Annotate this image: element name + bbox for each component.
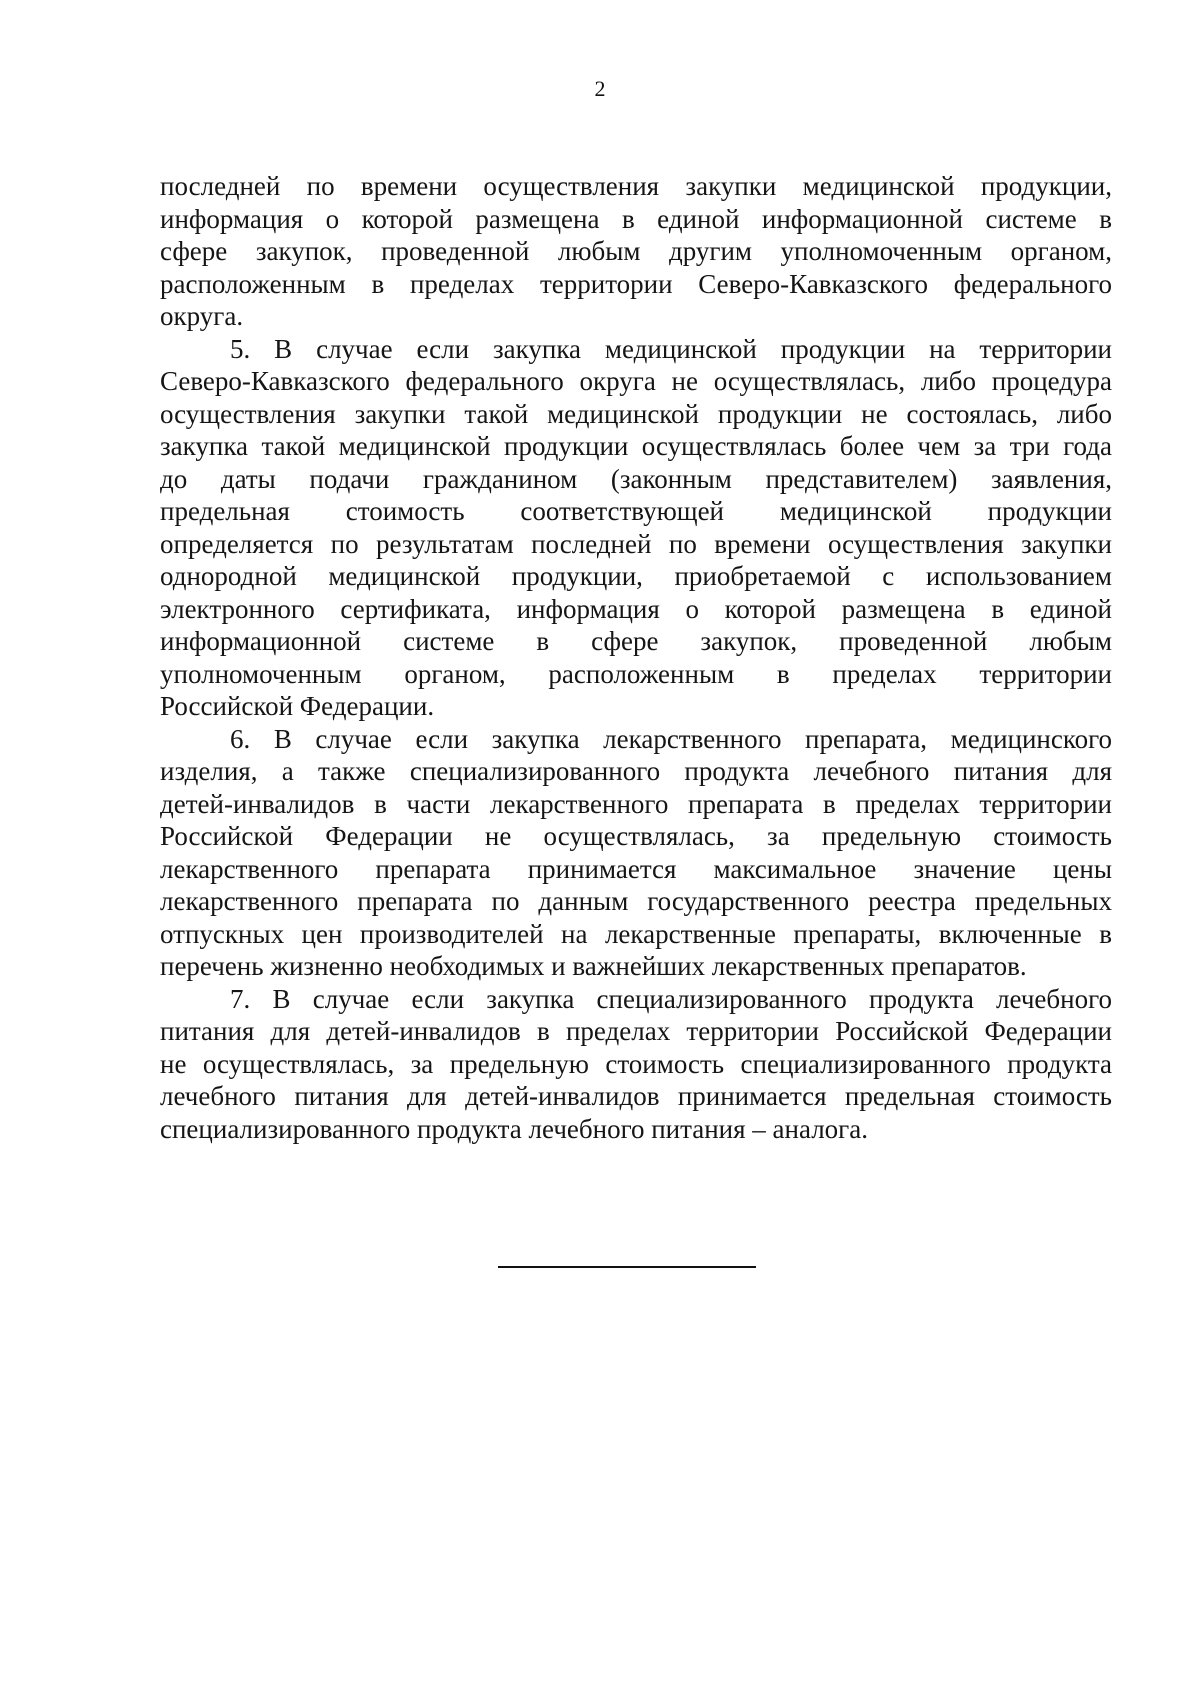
text-line: сфере закупок, проведенной любым другим уполномоченным органом, xyxy=(160,236,1112,266)
text-line: закупка такой медицинской продукции осуществлялась более чем за три года xyxy=(160,431,1112,461)
text-line: лечебного питания для детей-инвалидов принимается предельная стоимость xyxy=(160,1081,1112,1111)
text-line: 6. В случае если закупка лекарственного препарата, медицинского xyxy=(230,723,1112,754)
text-line: округа. xyxy=(160,301,244,331)
text-line: Северо-Кавказского федерального округа не осуществлялась, либо процедура xyxy=(160,366,1112,396)
text-line: до даты подачи гражданином (законным представителем) заявления, xyxy=(160,463,1112,494)
page-number: 2 xyxy=(594,76,606,101)
text-line: расположенным в пределах территории Северо-Кавказского федерального xyxy=(160,268,1112,299)
text-line: электронного сертификата, информация о которой размещена в единой xyxy=(160,593,1112,624)
text-line: 7. В случае если закупка специализированного продукта лечебного xyxy=(230,983,1112,1014)
text-line: изделия, а также специализированного продукта лечебного питания для xyxy=(160,756,1112,786)
document-body xyxy=(160,170,1112,1145)
text-line: Российской Федерации. xyxy=(160,691,435,721)
text-line: не осуществлялась, за предельную стоимость специализированного продукта xyxy=(160,1048,1112,1079)
text-line: детей-инвалидов в части лекарственного препарата в пределах территории xyxy=(160,788,1112,819)
text-line: однородной медицинской продукции, приобретаемой с использованием xyxy=(160,561,1112,591)
text-line: уполномоченным органом, расположенным в пределах территории xyxy=(160,658,1112,689)
text-line: осуществления закупки такой медицинской продукции не состоялась, либо xyxy=(160,398,1112,429)
text-line: информационной системе в сфере закупок, проведенной любым xyxy=(160,626,1112,656)
text-line: предельная стоимость соответствующей медицинской продукции xyxy=(160,496,1112,526)
text-line: питания для детей-инвалидов в пределах территории Российской Федерации xyxy=(160,1016,1112,1046)
text-line: специализированного продукта лечебного питания – аналога. xyxy=(160,1113,868,1144)
end-separator-line xyxy=(498,1266,756,1268)
text-line: информация о которой размещена в единой информационной системе в xyxy=(160,203,1112,234)
text-line: последней по времени осуществления закупки медицинской продукции, xyxy=(160,171,1112,201)
text-line: определяется по результатам последней по времени осуществления закупки xyxy=(160,528,1112,559)
text-line: 5. В случае если закупка медицинской продукции на территории xyxy=(230,333,1112,364)
text-line: лекарственного препарата принимается максимальное значение цены xyxy=(160,853,1112,884)
text-line: отпускных цен производителей на лекарственные препараты, включенные в xyxy=(160,918,1112,949)
text-line: перечень жизненно необходимых и важнейших лекарственных препаратов. xyxy=(160,951,1027,981)
text-line: лекарственного препарата по данным государственного реестра предельных xyxy=(160,886,1112,916)
text-line: Российской Федерации не осуществлялась, за предельную стоимость xyxy=(160,821,1112,851)
